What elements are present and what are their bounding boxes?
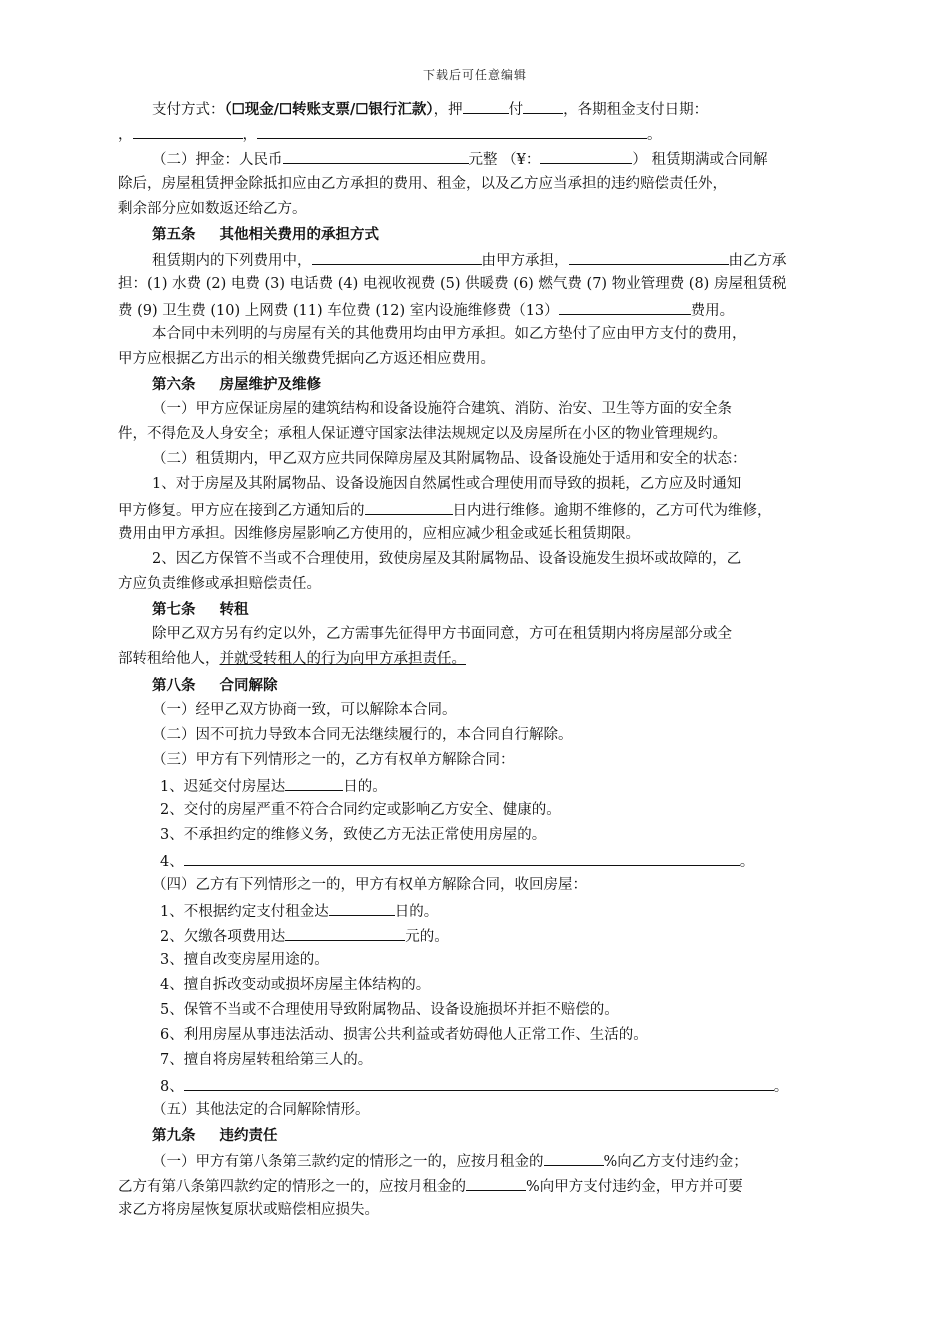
rent-overdue-days-blank[interactable]: [329, 898, 395, 916]
paragraph-line: 甲方应根据乙方出示的相关缴费凭据向乙方返还相应费用。: [118, 351, 495, 367]
deposit-number-blank[interactable]: [540, 146, 632, 164]
payment-date-blank-2[interactable]: [257, 121, 647, 139]
page-header: 下载后可任意编辑: [422, 68, 527, 82]
list-item: 6、利用房屋从事违法活动、损害公共利益或者妨碍他人正常工作、生活的。: [160, 1027, 648, 1043]
paragraph-line: 求乙方将房屋恢复原状或赔偿相应损失。: [118, 1202, 379, 1218]
article-8-heading: 第八条 合同解除: [152, 677, 278, 694]
deposit-line: （二）押金：人民币 元整 （¥： ） 租赁期满或合同解: [152, 146, 842, 171]
paragraph-line: 2、因乙方保管不当或不合理使用，致使房屋及其附属物品、设备设施发生损坏或故障的，乙: [152, 551, 742, 567]
delay-days-blank[interactable]: [285, 773, 343, 791]
list-item: 3、擅自改变房屋用途的。: [160, 952, 329, 968]
paragraph-line: （二）租赁期内，甲乙双方应共同保障房屋及其附属物品、设备设施处于适用和安全的状态：: [152, 451, 747, 467]
list-item: 2、交付的房屋严重不符合合同约定或影响乙方安全、健康的。: [160, 802, 561, 818]
repair-days-blank[interactable]: [365, 497, 453, 515]
deposit-amount-blank[interactable]: [283, 146, 469, 164]
payment-date-blank-1[interactable]: [133, 121, 243, 139]
fees-overdue-amount-blank[interactable]: [285, 923, 405, 941]
fees-list-line: 费 (9) 卫生费 (10) 上网费 (11) 车位费 (12) 室内设施维修费（13） 费用。: [118, 297, 838, 322]
list-item: （二）因不可抗力导致本合同无法继续履行的，本合同自行解除。: [152, 727, 573, 743]
repair-days-line: 甲方修复。甲方应在接到乙方通知后的 日内进行维修。逾期不维修的，乙方可代为维修，: [118, 497, 838, 522]
other-landlord-case-blank[interactable]: [184, 848, 740, 866]
paragraph-line: 本合同中未列明的与房屋有关的其他费用均由甲方承担。如乙方垫付了应由甲方支付的费用，: [152, 326, 747, 342]
list-item: 4、 。: [160, 848, 840, 873]
tenant-fees-blank[interactable]: [569, 247, 729, 265]
list-item: 3、不承担约定的维修义务，致使乙方无法正常使用房屋的。: [160, 827, 547, 843]
paragraph-line: 方应负责维修或承担赔偿责任。: [118, 576, 321, 592]
paragraph-line: 除后，房屋租赁押金除抵扣应由乙方承担的费用、租金，以及乙方应当承担的违约赔偿责任外，: [118, 176, 727, 192]
article-9-heading: 第九条 违约责任: [152, 1127, 278, 1144]
payment-dates-line: ， ， 。: [118, 121, 838, 146]
sublet-line: 部转租给他人，并就受转租人的行为向甲方承担责任。: [118, 651, 466, 667]
list-item: 7、擅自将房屋转租给第三人的。: [160, 1052, 373, 1068]
list-item: 1、不根据约定支付租金达 日的。: [160, 898, 840, 923]
paragraph-line: 剩余部分应如数返还给乙方。: [118, 201, 307, 217]
article-6-heading: 第六条 房屋维护及维修: [152, 376, 321, 393]
list-item: （三）甲方有下列情形之一的，乙方有权单方解除合同：: [152, 752, 515, 768]
list-item: 4、擅自拆改变动或损坏房屋主体结构的。: [160, 977, 431, 993]
list-item: （一）经甲乙双方协商一致，可以解除本合同。: [152, 702, 457, 718]
paragraph-line: 件，不得危及人身安全；承租人保证遵守国家法律法规规定以及房屋所在小区的物业管理规约。: [118, 426, 727, 442]
article-5-heading: 第五条 其他相关费用的承担方式: [152, 226, 379, 243]
paragraph-line: 除甲乙双方另有约定以外，乙方需事先征得甲方书面同意，方可在租赁期内将房屋部分或全: [152, 626, 732, 642]
fees-line: 租赁期内的下列费用中， 由甲方承担， 由乙方承: [152, 247, 842, 272]
list-item: 8、 。: [160, 1073, 840, 1098]
payment-method-line: 支付方式：（☐现金/☐转账支票/☐银行汇款），押 付 ，各期租金支付日期：: [152, 96, 842, 121]
payment-options: （☐现金/☐转账支票/☐银行汇款）: [224, 101, 434, 118]
underlined-clause: 并就受转租人的行为向甲方承担责任。: [219, 651, 466, 667]
landlord-penalty-percent-blank[interactable]: [544, 1148, 604, 1166]
penalty-line-landlord: （一）甲方有第八条第三款约定的情形之一的，应按月租金的 %向乙方支付违约金；: [152, 1148, 842, 1173]
pay-months-blank[interactable]: [523, 96, 563, 114]
paragraph-line: 担：(1) 水费 (2) 电费 (3) 电话费 (4) 电视收视费 (5) 供暖费 (6) 燃气费 (7) 物业管理费 (8) 房屋租赁税: [118, 276, 787, 292]
paragraph-line: 费用由甲方承担。因维修房屋影响乙方使用的，应相应减少租金或延长租赁期限。: [118, 526, 640, 542]
deposit-months-blank[interactable]: [463, 96, 509, 114]
article-7-heading: 第七条 转租: [152, 601, 249, 618]
list-item: （四）乙方有下列情形之一的，甲方有权单方解除合同，收回房屋：: [152, 877, 587, 893]
tenant-penalty-percent-blank[interactable]: [466, 1173, 526, 1191]
list-item: （五）其他法定的合同解除情形。: [152, 1102, 370, 1118]
landlord-fees-blank[interactable]: [312, 247, 482, 265]
paragraph-line: 1、对于房屋及其附属物品、设备设施因自然属性或合理使用而导致的损耗，乙方应及时通知: [152, 476, 742, 492]
list-item: 5、保管不当或不合理使用导致附属物品、设备设施损坏并拒不赔偿的。: [160, 1002, 619, 1018]
list-item: 2、欠缴各项费用达 元的。: [160, 923, 840, 948]
list-item: 1、迟延交付房屋达 日的。: [160, 773, 840, 798]
penalty-line-tenant: 乙方有第八条第四款约定的情形之一的，应按月租金的 %向甲方支付违约金，甲方并可要: [118, 1173, 838, 1198]
other-fee-blank[interactable]: [559, 297, 691, 315]
paragraph-line: （一）甲方应保证房屋的建筑结构和设备设施符合建筑、消防、治安、卫生等方面的安全条: [152, 401, 732, 417]
other-tenant-case-blank[interactable]: [184, 1073, 774, 1091]
